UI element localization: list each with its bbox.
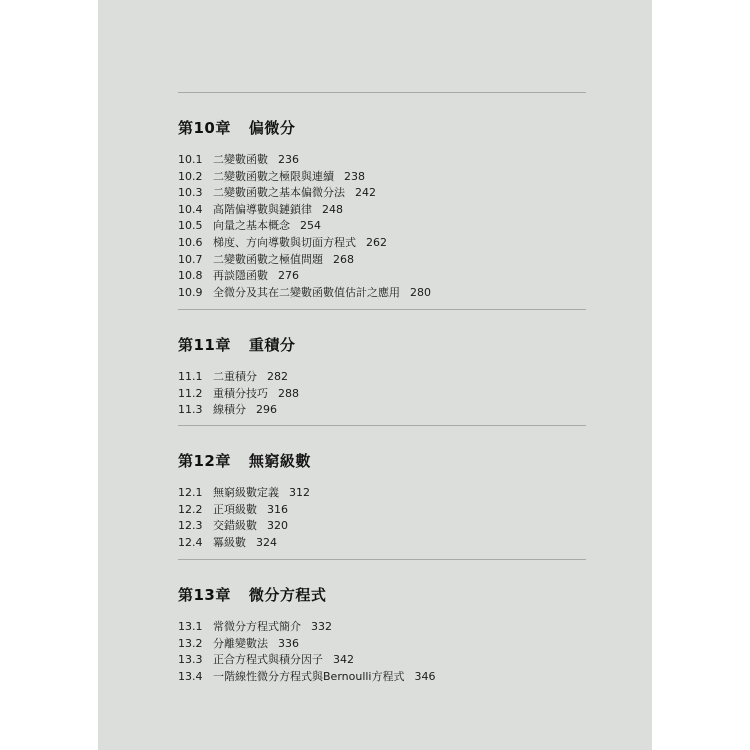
section-number: 13.1	[178, 620, 203, 633]
section-number: 12.3	[178, 519, 203, 533]
section-number: 10.6	[178, 235, 203, 249]
chapter-number: 第11章	[178, 336, 231, 354]
page-number: 320	[267, 519, 288, 533]
section-number: 10.9	[178, 285, 203, 299]
section-number: 11.2	[178, 386, 203, 400]
page-number: 280	[410, 285, 431, 299]
chapter-title: 微分方程式	[248, 586, 327, 604]
section-title: 正合方程式與積分因子	[213, 653, 323, 667]
toc-entry	[178, 402, 586, 419]
toc-entry	[178, 152, 586, 169]
page-number: 238	[344, 169, 365, 183]
page-number: 342	[333, 653, 354, 667]
page-number: 296	[256, 403, 277, 417]
section-number: 13.3	[178, 653, 203, 667]
section-number: 10.2	[178, 169, 203, 183]
section-title: 無窮級數定義	[213, 486, 279, 499]
page-number: 346	[414, 669, 436, 683]
section-list	[178, 619, 586, 685]
chapter-number: 第12章	[178, 452, 231, 470]
chapter-divider	[178, 425, 586, 426]
chapter-heading	[178, 584, 586, 605]
page-number: 336	[278, 636, 299, 650]
toc-entry	[178, 669, 586, 686]
section-title: 重積分技巧	[213, 386, 268, 400]
chapter-number: 第13章	[178, 586, 231, 604]
section-number: 12.4	[178, 535, 203, 549]
page-number: 288	[278, 386, 299, 400]
toc-entry	[178, 502, 586, 519]
toc-entry	[178, 652, 586, 669]
toc-entry	[178, 386, 586, 403]
chapter-heading	[178, 334, 586, 355]
section-title: 交錯級數	[213, 519, 257, 533]
section-title: 冪級數	[213, 535, 246, 549]
chapter-title: 無窮級數	[248, 452, 311, 470]
page-number: 254	[300, 219, 321, 233]
section-title: 二變數函數	[213, 153, 268, 166]
section-title: 線積分	[213, 403, 246, 417]
section-number: 10.1	[178, 153, 203, 166]
section-title: 高階偏導數與鏈鎖律	[213, 202, 312, 216]
page-number: 282	[267, 370, 288, 383]
section-number: 12.1	[178, 486, 203, 499]
section-title: 一階線性微分方程式與Bernoulli方程式	[213, 669, 405, 683]
section-number: 11.3	[178, 403, 203, 417]
chapter-divider	[178, 92, 586, 93]
chapter-title: 偏微分	[248, 119, 296, 137]
section-title: 再談隱函數	[213, 269, 268, 283]
section-title: 全微分及其在二變數函數值估計之應用	[213, 285, 400, 299]
toc-entry	[178, 369, 586, 386]
section-number: 10.7	[178, 252, 203, 266]
section-title: 梯度、方向導數與切面方程式	[213, 235, 356, 249]
section-title: 正項級數	[213, 502, 257, 516]
section-title: 二變數函數之基本偏微分法	[213, 186, 345, 200]
section-title: 分離變數法	[213, 636, 268, 650]
chapter-title: 重積分	[248, 336, 296, 354]
page-number: 276	[278, 269, 299, 283]
toc-entry	[178, 235, 586, 252]
chapter-divider	[178, 309, 586, 310]
toc-entry	[178, 285, 586, 302]
toc-entry	[178, 268, 586, 285]
toc-entry	[178, 185, 586, 202]
section-number: 10.5	[178, 219, 203, 233]
toc-entry	[178, 535, 586, 552]
page-number: 316	[267, 502, 288, 516]
chapter-divider	[178, 559, 586, 560]
toc-entry	[178, 202, 586, 219]
section-number: 13.4	[178, 669, 203, 683]
chapter-heading	[178, 450, 586, 471]
chapter-11	[178, 309, 586, 419]
toc-entry	[178, 636, 586, 653]
toc-page	[98, 0, 652, 750]
page-number: 324	[256, 535, 277, 549]
page-number: 268	[333, 252, 354, 266]
toc-entry	[178, 485, 586, 502]
chapter-10	[178, 92, 586, 301]
page-number: 248	[322, 202, 343, 216]
page-number: 312	[289, 486, 310, 499]
section-title: 二重積分	[213, 370, 257, 383]
toc-entry	[178, 619, 586, 636]
section-number: 10.4	[178, 202, 203, 216]
toc-entry	[178, 218, 586, 235]
section-number: 12.2	[178, 502, 203, 516]
section-title: 向量之基本概念	[213, 219, 290, 233]
section-number: 10.8	[178, 269, 203, 283]
section-title: 常微分方程式簡介	[213, 620, 301, 633]
section-list	[178, 369, 586, 419]
section-title: 二變數函數之極限與連續	[213, 169, 334, 183]
toc-entry	[178, 518, 586, 535]
chapter-heading	[178, 117, 586, 138]
toc-entry	[178, 169, 586, 186]
page-number: 262	[366, 235, 387, 249]
toc-entry	[178, 252, 586, 269]
section-title: 二變數函數之極值問題	[213, 252, 323, 266]
section-list	[178, 152, 586, 301]
page-number: 236	[278, 153, 299, 166]
chapter-12	[178, 425, 586, 551]
chapter-13	[178, 559, 586, 685]
section-number: 10.3	[178, 186, 203, 200]
section-number: 11.1	[178, 370, 203, 383]
section-number: 13.2	[178, 636, 203, 650]
page-number: 242	[355, 186, 376, 200]
page-number: 332	[311, 620, 332, 633]
chapter-number: 第10章	[178, 119, 231, 137]
section-list	[178, 485, 586, 551]
